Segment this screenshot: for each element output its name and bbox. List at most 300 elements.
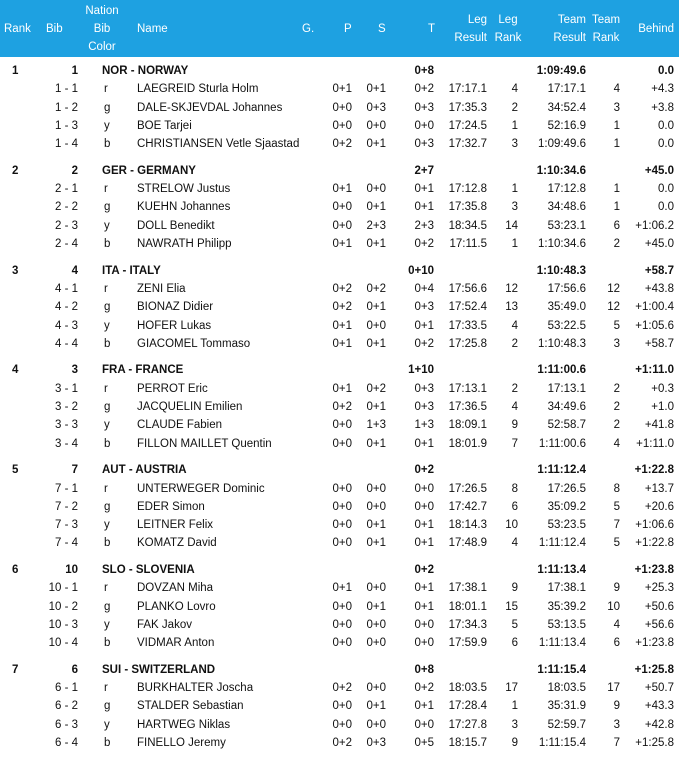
leg-result: 17:42.7 <box>448 500 487 513</box>
leg-bib: 6 - 2 <box>54 700 78 713</box>
team-bib: 4 <box>71 264 78 277</box>
leg-standing: 0+1 <box>366 301 386 314</box>
leg-team-rank: 5 <box>613 500 620 513</box>
leg-standing: 0+0 <box>366 500 386 513</box>
team-rank: 1 <box>12 65 19 77</box>
team-behind: 0.0 <box>658 65 674 77</box>
leg-result: 18:03.5 <box>448 682 487 695</box>
leg-result: 18:09.1 <box>448 419 487 432</box>
leg-bib-color: b <box>104 637 111 650</box>
leg-prone: 0+1 <box>332 319 352 332</box>
leg-result: 18:01.1 <box>448 600 487 613</box>
team-name: ITA - ITALY <box>102 264 161 277</box>
team-total-shooting: 0+2 <box>414 464 434 477</box>
leg-name: UNTERWEGER Dominic <box>137 482 265 495</box>
leg-bib-color: r <box>104 382 108 395</box>
team-bib: 2 <box>71 164 78 177</box>
leg-row <box>0 380 679 398</box>
leg-team-rank: 4 <box>613 83 620 96</box>
leg-team-rank: 9 <box>613 582 620 595</box>
team-total-shooting: 0+2 <box>414 564 434 576</box>
leg-team-result: 35:09.2 <box>547 500 586 513</box>
leg-row <box>0 435 679 453</box>
leg-row <box>0 335 679 353</box>
team-behind: +1:25.8 <box>634 663 674 676</box>
leg-behind: +20.6 <box>644 500 674 513</box>
leg-rank: 1 <box>511 238 518 250</box>
leg-bib: 3 - 4 <box>54 437 78 450</box>
leg-rank: 8 <box>511 482 518 495</box>
leg-prone: 0+0 <box>332 637 352 650</box>
leg-team-result: 35:39.2 <box>547 600 586 613</box>
leg-rank: 15 <box>505 600 518 613</box>
leg-result: 17:35.8 <box>448 201 487 214</box>
leg-team-result: 18:03.5 <box>547 682 586 695</box>
leg-bib-color: b <box>104 238 111 250</box>
leg-prone: 0+0 <box>332 201 352 214</box>
leg-bib: 4 - 1 <box>54 282 78 295</box>
team-result: 1:10:48.3 <box>536 264 586 277</box>
leg-prone: 0+1 <box>332 382 352 395</box>
leg-result: 17:12.8 <box>448 183 487 196</box>
leg-total-shooting: 0+2 <box>414 682 434 695</box>
header-p: P <box>344 23 352 35</box>
leg-team-result: 52:59.7 <box>547 718 586 731</box>
leg-team-rank: 2 <box>613 238 620 250</box>
leg-total-shooting: 0+0 <box>414 119 434 132</box>
leg-bib-color: b <box>104 138 111 151</box>
leg-team-rank: 17 <box>607 682 620 695</box>
leg-bib: 1 - 4 <box>54 138 78 151</box>
leg-behind: 0.0 <box>658 119 674 132</box>
leg-behind: +1:11.0 <box>636 437 674 450</box>
leg-row <box>0 117 679 135</box>
leg-standing: 0+1 <box>366 700 386 713</box>
leg-behind: +50.6 <box>644 600 674 613</box>
leg-team-result: 1:11:12.4 <box>538 537 586 550</box>
leg-team-rank: 6 <box>613 637 620 650</box>
team-bib: 1 <box>71 65 78 77</box>
team-row <box>0 361 679 379</box>
leg-standing: 0+1 <box>366 238 386 250</box>
leg-name: HARTWEG Niklas <box>137 718 231 731</box>
header-color-line-3: Color <box>88 41 116 53</box>
leg-standing: 0+1 <box>366 337 386 350</box>
leg-team-result: 17:13.1 <box>547 382 586 395</box>
leg-result: 17:28.4 <box>448 700 487 713</box>
leg-total-shooting: 0+1 <box>414 700 434 713</box>
leg-standing: 0+1 <box>366 600 386 613</box>
leg-total-shooting: 0+3 <box>414 138 434 151</box>
header-bib: Bib <box>46 23 63 35</box>
leg-team-rank: 2 <box>613 382 620 395</box>
leg-bib-color: r <box>104 482 108 495</box>
leg-prone: 0+0 <box>332 437 352 450</box>
leg-total-shooting: 0+1 <box>414 437 434 450</box>
leg-standing: 0+1 <box>366 201 386 214</box>
leg-row <box>0 734 679 752</box>
leg-team-result: 17:26.5 <box>547 482 586 495</box>
leg-result: 17:52.4 <box>448 301 487 314</box>
leg-bib-color: y <box>104 219 110 232</box>
leg-total-shooting: 0+1 <box>414 537 434 550</box>
leg-team-rank: 1 <box>613 183 620 196</box>
leg-row <box>0 498 679 516</box>
leg-name: KUEHN Johannes <box>137 201 231 214</box>
leg-behind: +1:06.6 <box>635 519 674 532</box>
leg-rank: 1 <box>511 183 518 196</box>
leg-team-rank: 7 <box>613 737 620 749</box>
leg-prone: 0+0 <box>332 219 352 232</box>
team-bib: 7 <box>71 464 78 477</box>
leg-result: 18:14.3 <box>448 519 487 532</box>
leg-rank: 1 <box>511 700 518 713</box>
leg-row <box>0 716 679 734</box>
leg-name: CHRISTIANSEN Vetle Sjaastad <box>137 138 300 151</box>
leg-bib: 6 - 1 <box>54 682 78 695</box>
leg-team-rank: 4 <box>613 437 620 450</box>
leg-team-result: 53:23.5 <box>547 519 586 532</box>
leg-name: LEITNER Felix <box>137 519 214 532</box>
leg-behind: +1:05.6 <box>635 319 674 332</box>
leg-bib: 2 - 4 <box>54 238 78 250</box>
leg-row <box>0 480 679 498</box>
leg-bib-color: r <box>104 582 108 595</box>
leg-bib: 6 - 3 <box>54 718 78 731</box>
leg-behind: 0.0 <box>658 201 674 214</box>
team-total-shooting: 0+8 <box>414 663 434 676</box>
leg-result: 18:34.5 <box>448 219 487 232</box>
leg-rank: 13 <box>505 301 518 314</box>
leg-standing: 0+0 <box>366 582 386 595</box>
leg-team-result: 1:10:34.6 <box>538 238 586 250</box>
leg-team-result: 17:56.6 <box>547 282 586 295</box>
header-team-result-line-2: Result <box>553 32 586 44</box>
leg-team-rank: 1 <box>613 138 620 151</box>
leg-row <box>0 598 679 616</box>
leg-row <box>0 235 679 253</box>
leg-name: PERROT Eric <box>137 382 208 395</box>
leg-result: 17:32.7 <box>448 138 487 151</box>
leg-name: NAWRATH Philipp <box>137 238 232 250</box>
leg-behind: 0.0 <box>658 183 674 196</box>
leg-behind: +1:25.8 <box>635 737 674 749</box>
leg-bib-color: g <box>104 500 111 513</box>
leg-result: 17:36.5 <box>448 401 487 413</box>
leg-name: HOFER Lukas <box>137 319 212 332</box>
leg-team-result: 35:49.0 <box>547 301 586 314</box>
leg-team-result: 35:31.9 <box>547 700 586 713</box>
leg-bib-color: y <box>104 119 110 132</box>
leg-name: LAEGREID Sturla Holm <box>137 83 259 96</box>
table-header <box>0 0 679 57</box>
leg-result: 17:59.9 <box>448 637 487 650</box>
team-row <box>0 162 679 180</box>
leg-team-rank: 5 <box>613 537 620 550</box>
leg-name: DOLL Benedikt <box>137 219 215 232</box>
leg-team-result: 17:17.1 <box>547 83 586 96</box>
leg-bib-color: r <box>104 682 108 695</box>
leg-prone: 0+0 <box>332 718 352 731</box>
leg-result: 17:26.5 <box>448 482 487 495</box>
leg-bib: 7 - 3 <box>54 519 78 532</box>
leg-row <box>0 579 679 597</box>
leg-team-rank: 3 <box>613 718 620 731</box>
header-s: S <box>378 23 386 35</box>
leg-behind: +56.6 <box>644 618 674 631</box>
leg-prone: 0+1 <box>332 337 352 350</box>
leg-bib-color: y <box>104 519 110 532</box>
leg-total-shooting: 0+5 <box>414 737 434 749</box>
leg-name: DALE-SKJEVDAL Johannes <box>137 101 283 114</box>
leg-bib-color: g <box>104 201 111 214</box>
team-row <box>0 561 679 579</box>
team-name: GER - GERMANY <box>102 164 196 177</box>
team-bib: 6 <box>71 663 78 676</box>
header-leg-result-line-2: Result <box>454 32 487 44</box>
leg-total-shooting: 0+3 <box>414 301 434 314</box>
leg-behind: +0.3 <box>651 382 674 395</box>
leg-total-shooting: 0+1 <box>414 201 434 214</box>
leg-standing: 0+0 <box>366 319 386 332</box>
leg-prone: 0+2 <box>332 282 352 295</box>
leg-result: 17:27.8 <box>448 718 487 731</box>
leg-result: 17:56.6 <box>448 282 487 295</box>
header-team-rank-line-1: Team <box>591 14 621 26</box>
leg-team-rank: 1 <box>613 119 620 132</box>
leg-result: 17:13.1 <box>448 382 487 395</box>
leg-prone: 0+2 <box>332 682 352 695</box>
team-name: SUI - SWITZERLAND <box>102 663 216 676</box>
leg-bib: 3 - 2 <box>54 401 78 413</box>
header-leg-rank-line-1: Leg <box>498 14 518 26</box>
leg-behind: +50.7 <box>644 682 674 695</box>
leg-row <box>0 616 679 634</box>
leg-prone: 0+0 <box>332 500 352 513</box>
leg-result: 17:25.8 <box>448 337 487 350</box>
leg-behind: +13.7 <box>644 482 674 495</box>
team-total-shooting: 2+7 <box>414 164 434 177</box>
leg-bib: 1 - 2 <box>54 101 78 114</box>
leg-name: PLANKO Lovro <box>137 600 216 613</box>
leg-total-shooting: 0+0 <box>414 718 434 731</box>
leg-prone: 0+2 <box>332 138 352 151</box>
leg-standing: 0+2 <box>366 382 386 395</box>
leg-standing: 0+1 <box>366 83 386 96</box>
leg-team-rank: 2 <box>613 419 620 432</box>
leg-bib-color: y <box>104 319 110 332</box>
leg-rank: 4 <box>511 83 518 96</box>
leg-result: 17:34.3 <box>448 618 487 631</box>
leg-row <box>0 516 679 534</box>
leg-standing: 0+0 <box>366 718 386 731</box>
leg-bib-color: g <box>104 600 111 613</box>
leg-team-result: 34:52.4 <box>547 101 586 114</box>
leg-bib: 4 - 2 <box>54 301 78 314</box>
team-row <box>0 62 679 80</box>
leg-bib: 10 - 4 <box>48 637 78 650</box>
header-leg-rank-line-2: Rank <box>494 32 522 44</box>
leg-team-result: 1:11:13.4 <box>538 637 586 650</box>
leg-team-rank: 3 <box>613 337 620 350</box>
leg-prone: 0+0 <box>332 700 352 713</box>
team-rank: 4 <box>12 364 19 377</box>
leg-behind: +25.3 <box>644 582 674 595</box>
leg-result: 17:33.5 <box>448 319 487 332</box>
leg-bib: 7 - 4 <box>54 537 78 550</box>
leg-row <box>0 697 679 715</box>
leg-team-result: 53:22.5 <box>547 319 586 332</box>
leg-row <box>0 198 679 216</box>
leg-team-rank: 4 <box>613 618 620 631</box>
leg-team-result: 52:58.7 <box>547 419 586 432</box>
team-result: 1:09:49.6 <box>536 65 586 77</box>
leg-bib: 4 - 3 <box>54 319 78 332</box>
leg-total-shooting: 0+3 <box>414 401 434 413</box>
leg-name: JACQUELIN Emilien <box>137 401 243 413</box>
leg-name: STALDER Sebastian <box>137 700 244 713</box>
header-rank: Rank <box>4 23 31 35</box>
leg-behind: +58.7 <box>644 337 674 350</box>
leg-prone: 0+1 <box>332 582 352 595</box>
leg-rank: 14 <box>505 219 518 232</box>
team-name: SLO - SLOVENIA <box>102 564 195 576</box>
leg-name: BOE Tarjei <box>137 119 192 132</box>
header-nation-line-1: Nation <box>85 5 119 17</box>
leg-row <box>0 180 679 198</box>
team-result: 1:11:12.4 <box>537 464 586 477</box>
leg-behind: +1:23.8 <box>635 637 674 650</box>
leg-team-result: 1:11:00.6 <box>538 437 586 450</box>
leg-rank: 3 <box>511 201 518 214</box>
leg-rank: 2 <box>511 382 518 395</box>
header-team-rank-line-2: Rank <box>592 32 620 44</box>
leg-bib-color: b <box>104 437 111 450</box>
team-bib: 10 <box>65 564 78 576</box>
leg-bib: 4 - 4 <box>54 337 78 350</box>
leg-prone: 0+0 <box>332 537 352 550</box>
team-row <box>0 262 679 280</box>
team-behind: +58.7 <box>644 264 674 277</box>
leg-bib: 10 - 1 <box>48 582 78 595</box>
leg-result: 18:15.7 <box>448 737 487 749</box>
leg-behind: +1:22.8 <box>635 537 674 550</box>
leg-rank: 6 <box>511 500 518 513</box>
leg-result: 17:48.9 <box>448 537 487 550</box>
leg-total-shooting: 0+0 <box>414 500 434 513</box>
leg-team-result: 53:13.5 <box>547 618 586 631</box>
leg-prone: 0+0 <box>332 101 352 114</box>
leg-total-shooting: 0+2 <box>414 238 434 250</box>
header-name: Name <box>137 23 168 35</box>
leg-team-result: 1:11:15.4 <box>538 737 586 749</box>
team-behind: +1:23.8 <box>634 564 674 576</box>
leg-total-shooting: 1+3 <box>414 419 434 432</box>
leg-team-result: 53:23.1 <box>547 219 586 232</box>
leg-prone: 0+0 <box>332 600 352 613</box>
leg-rank: 2 <box>511 101 518 114</box>
leg-rank: 3 <box>511 138 518 151</box>
leg-row <box>0 280 679 298</box>
leg-total-shooting: 0+3 <box>414 382 434 395</box>
leg-behind: 0.0 <box>658 138 674 151</box>
leg-behind: +43.8 <box>644 282 674 295</box>
leg-team-result: 52:16.9 <box>547 119 586 132</box>
leg-prone: 0+2 <box>332 737 352 749</box>
leg-result: 17:17.1 <box>448 83 487 96</box>
team-name: AUT - AUSTRIA <box>102 464 187 477</box>
leg-rank: 17 <box>505 682 518 695</box>
leg-result: 17:38.1 <box>448 582 487 595</box>
leg-total-shooting: 0+0 <box>414 482 434 495</box>
leg-team-rank: 9 <box>613 700 620 713</box>
leg-standing: 0+3 <box>366 101 386 114</box>
leg-behind: +1.0 <box>651 401 674 413</box>
leg-rank: 1 <box>511 119 518 132</box>
leg-name: BIONAZ Didier <box>137 301 214 314</box>
team-behind: +45.0 <box>644 164 674 177</box>
leg-bib-color: b <box>104 737 111 749</box>
leg-rank: 4 <box>511 401 518 413</box>
leg-row <box>0 135 679 153</box>
leg-name: FILLON MAILLET Quentin <box>137 437 272 450</box>
leg-rank: 12 <box>505 282 518 295</box>
leg-behind: +45.0 <box>644 238 674 250</box>
header-team-result-line-1: Team <box>557 14 586 26</box>
leg-bib-color: r <box>104 282 108 295</box>
leg-team-result: 17:38.1 <box>547 582 586 595</box>
leg-name: VIDMAR Anton <box>137 637 215 650</box>
leg-total-shooting: 0+1 <box>414 519 434 532</box>
team-row <box>0 661 679 679</box>
leg-total-shooting: 2+3 <box>414 219 434 232</box>
leg-result: 17:24.5 <box>448 119 487 132</box>
team-total-shooting: 1+10 <box>408 364 434 377</box>
leg-team-rank: 8 <box>613 482 620 495</box>
leg-rank: 10 <box>505 519 518 532</box>
leg-row <box>0 679 679 697</box>
team-result: 1:10:34.6 <box>536 164 586 177</box>
header-behind: Behind <box>638 23 674 35</box>
leg-behind: +3.8 <box>651 101 674 114</box>
leg-bib: 7 - 1 <box>54 482 78 495</box>
leg-name: ZENI Elia <box>137 282 186 295</box>
leg-total-shooting: 0+1 <box>414 582 434 595</box>
leg-total-shooting: 0+1 <box>414 600 434 613</box>
leg-name: DOVZAN Miha <box>137 582 214 595</box>
leg-behind: +43.3 <box>644 700 674 713</box>
leg-standing: 0+1 <box>366 138 386 151</box>
leg-standing: 0+2 <box>366 282 386 295</box>
leg-name: CLAUDE Fabien <box>137 419 223 432</box>
leg-rank: 4 <box>511 537 518 550</box>
team-row <box>0 461 679 479</box>
leg-bib-color: y <box>104 618 110 631</box>
team-bib: 3 <box>71 364 78 377</box>
leg-team-rank: 1 <box>613 201 620 214</box>
leg-name: FINELLO Jeremy <box>137 737 226 749</box>
team-result: 1:11:00.6 <box>537 364 586 377</box>
leg-rank: 9 <box>511 737 518 749</box>
leg-team-result: 1:10:48.3 <box>538 337 586 350</box>
leg-total-shooting: 0+2 <box>414 83 434 96</box>
leg-name: FAK Jakov <box>137 618 192 631</box>
leg-rank: 7 <box>511 437 518 450</box>
team-rank: 7 <box>12 663 19 676</box>
leg-team-result: 17:12.8 <box>547 183 586 196</box>
leg-row <box>0 317 679 335</box>
leg-prone: 0+0 <box>332 618 352 631</box>
